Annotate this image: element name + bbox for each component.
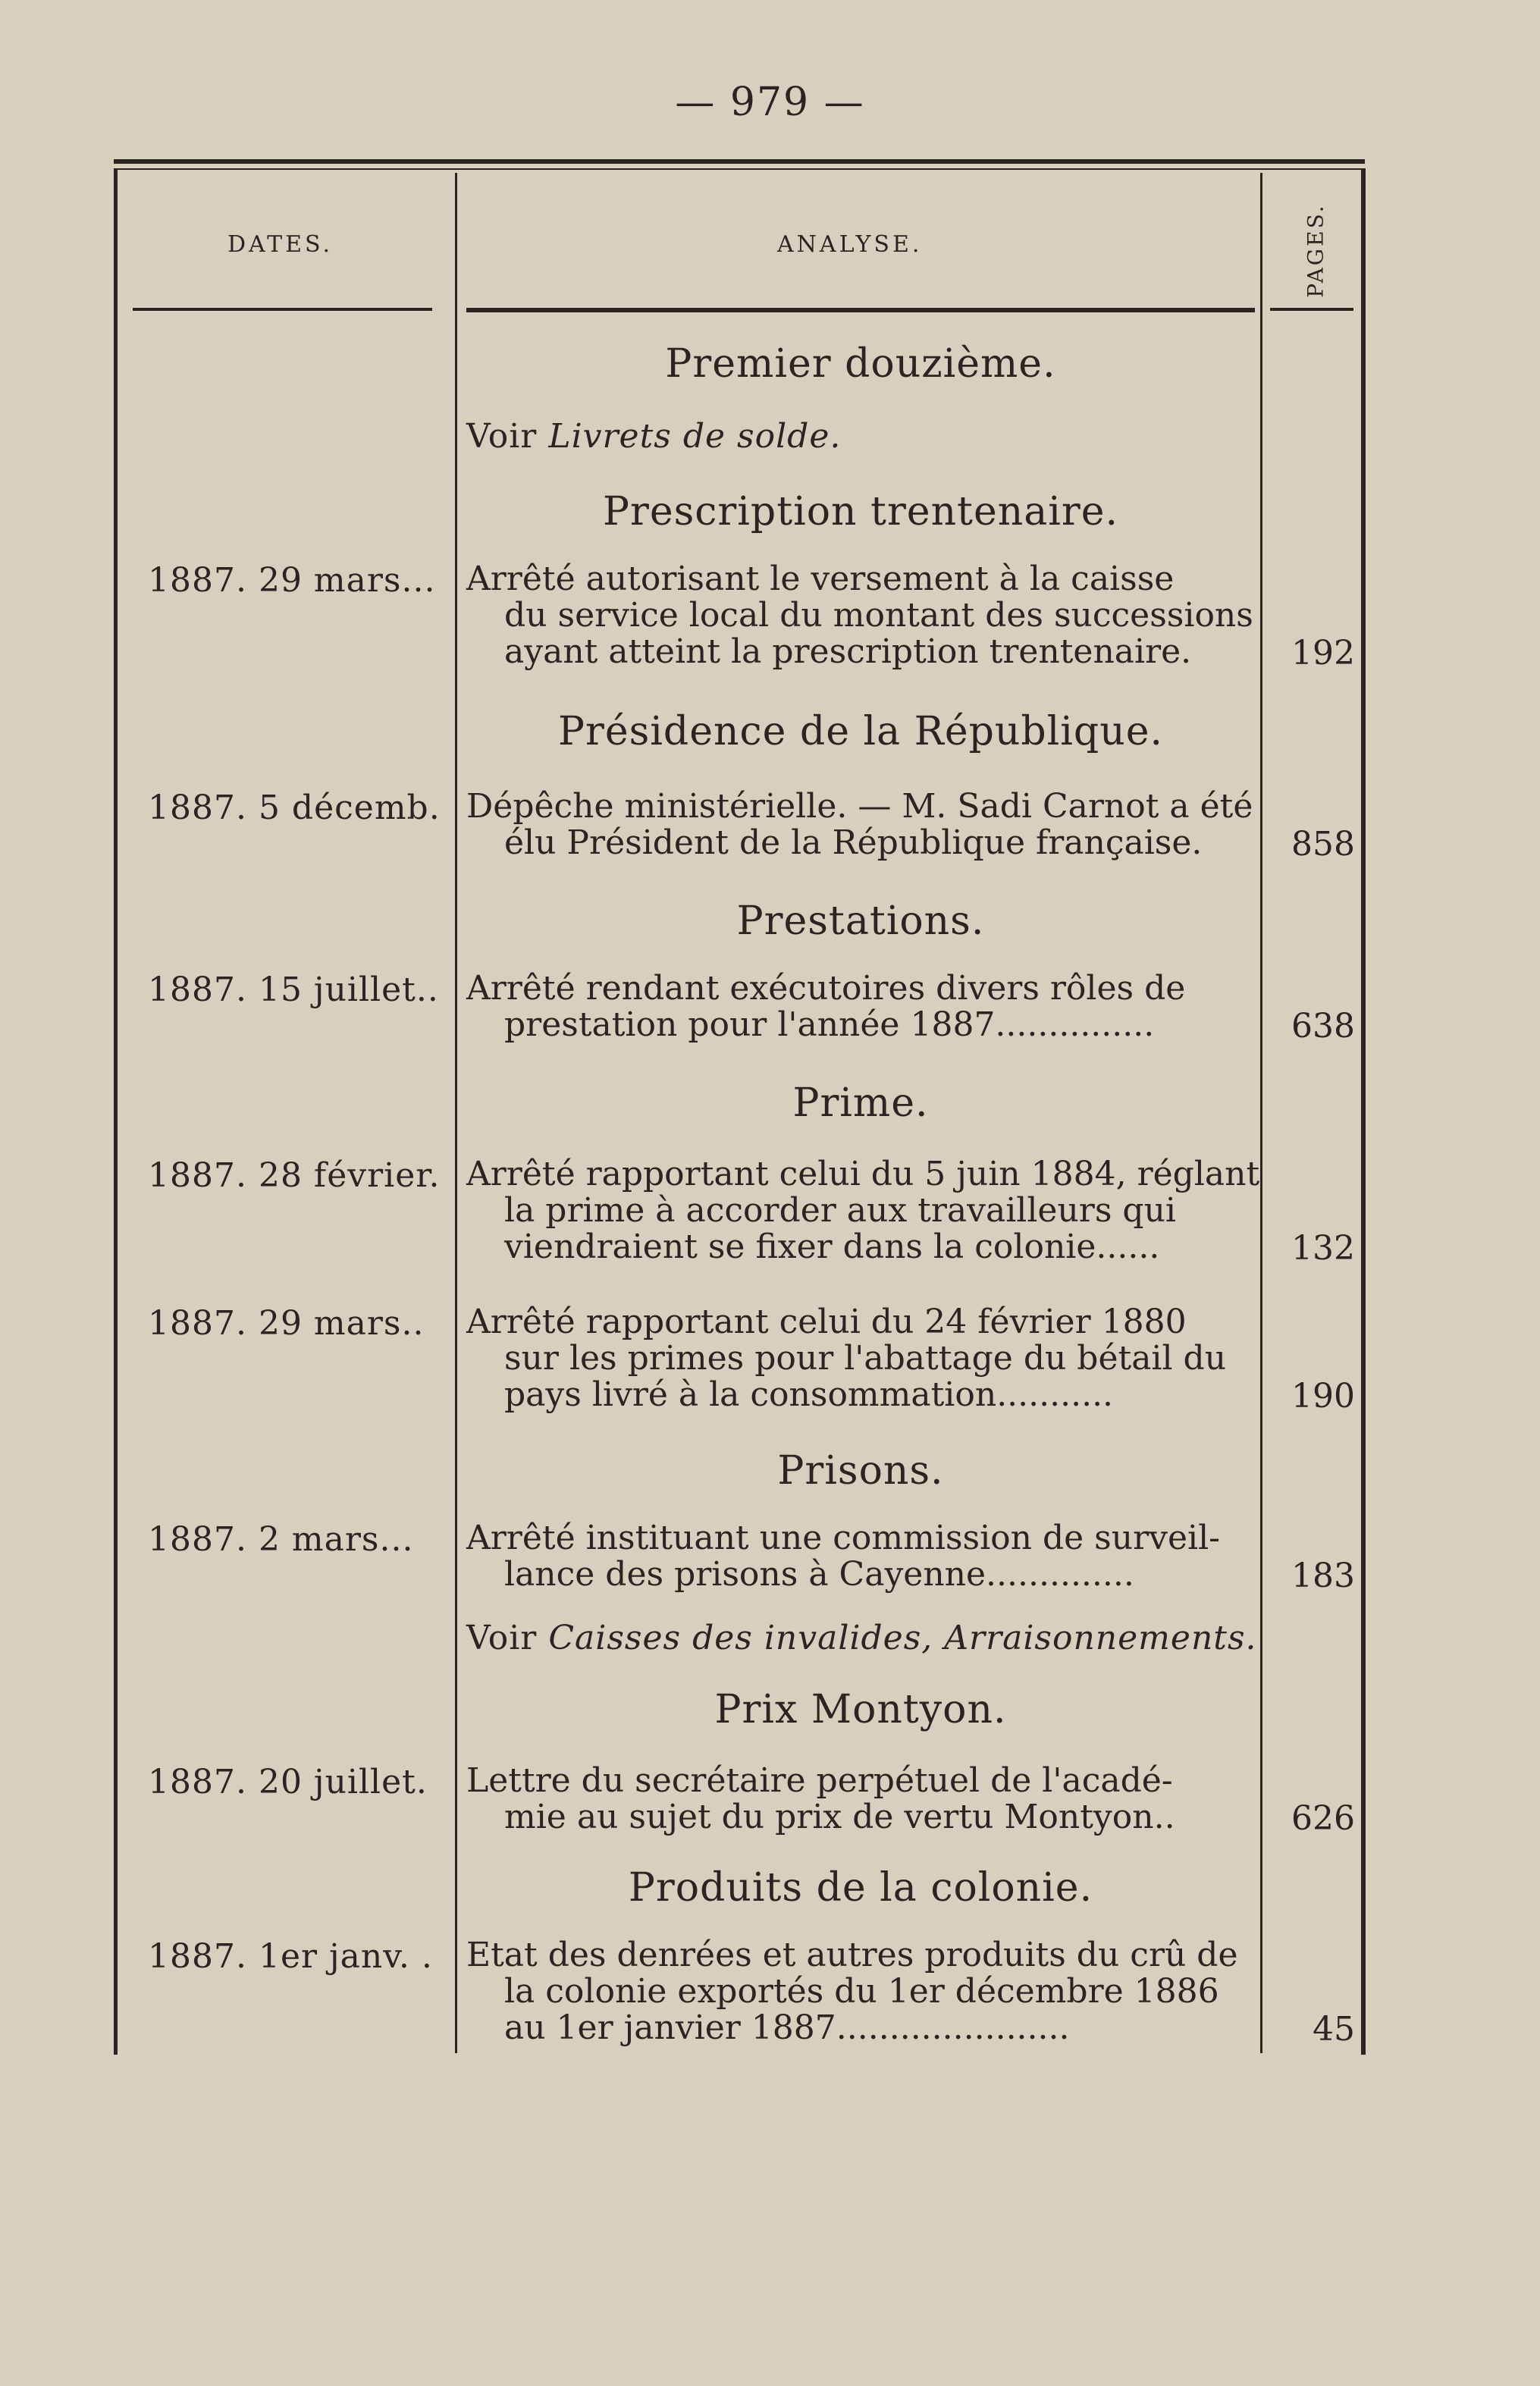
entry-line: du service local du montant des successions bbox=[504, 596, 1253, 635]
entry-line: Lettre du secrétaire perpétuel de l'acadé- bbox=[466, 1761, 1173, 1800]
top-rule-thin bbox=[114, 168, 1365, 170]
header-rule-analyse bbox=[466, 308, 1255, 312]
see-also-target: Livrets de solde. bbox=[548, 417, 842, 456]
see-also-prefix: Voir bbox=[466, 417, 538, 456]
entry-line: sur les primes pour l'abattage du bétail du bbox=[504, 1339, 1227, 1378]
section-title: Prix Montyon. bbox=[714, 1687, 1007, 1732]
entry-date: 1887. 28 février. bbox=[148, 1156, 441, 1195]
column-header-pages-box bbox=[1285, 197, 1346, 303]
section-title: Prisons. bbox=[777, 1448, 944, 1494]
entry-text bbox=[466, 1763, 1255, 1836]
entry-line: élu Président de la République française. bbox=[504, 823, 1203, 862]
entry-line: viendraient se fixer dans la colonie...... bbox=[504, 1227, 1160, 1266]
entry-line: Dépêche ministérielle. — M. Sadi Carnot a été bbox=[466, 787, 1253, 826]
column-header-pages: PAGES. bbox=[1303, 202, 1328, 298]
entry-date: 1887. 29 mars.. bbox=[148, 1304, 425, 1343]
see-also-reference bbox=[466, 417, 841, 456]
entry-page: 132 bbox=[1291, 1229, 1355, 1268]
section-title: Présidence de la République. bbox=[558, 709, 1163, 754]
entry-page: 626 bbox=[1291, 1799, 1355, 1838]
entry-line: la prime à accorder aux travailleurs qui bbox=[504, 1191, 1176, 1230]
entry-line: Arrêté rapportant celui du 5 juin 1884, réglant bbox=[466, 1155, 1260, 1193]
entry-page: 45 bbox=[1313, 2010, 1355, 2049]
entry-page: 638 bbox=[1291, 1007, 1355, 1046]
see-also-target: Caisses des invalides, Arraisonnements. bbox=[548, 1619, 1257, 1657]
entry-date: 1887. 1er janv. . bbox=[148, 1937, 433, 1976]
table-body bbox=[114, 341, 1365, 2055]
section-title: Produits de la colonie. bbox=[628, 1865, 1093, 1911]
entry-page: 192 bbox=[1291, 634, 1355, 673]
entry-line: Arrêté rapportant celui du 24 février 1880 bbox=[466, 1303, 1187, 1341]
entry-page: 183 bbox=[1291, 1557, 1355, 1595]
section-title: Prescription trentenaire. bbox=[602, 489, 1119, 535]
entry-date: 1887. 20 juillet. bbox=[148, 1763, 428, 1801]
entry-line: Arrêté instituant une commission de surveil- bbox=[466, 1519, 1221, 1557]
entry-line: pays livré à la consommation........... bbox=[504, 1375, 1114, 1414]
column-header-dates: DATES. bbox=[227, 231, 334, 258]
entry-text bbox=[466, 561, 1255, 670]
entry-date: 1887. 2 mars... bbox=[148, 1520, 414, 1559]
entry-page: 190 bbox=[1291, 1377, 1355, 1416]
entry-line: Arrêté rendant exécutoires divers rôles de bbox=[466, 969, 1186, 1008]
see-also-reference bbox=[466, 1619, 1257, 1657]
page-number: — 979 — bbox=[675, 80, 865, 125]
see-also-prefix: Voir bbox=[466, 1619, 538, 1657]
entry-text bbox=[466, 1155, 1260, 1266]
entry-date: 1887. 29 mars... bbox=[148, 561, 436, 600]
entry-line: prestation pour l'année 1887............... bbox=[504, 1005, 1155, 1044]
entry-date: 1887. 15 juillet.. bbox=[148, 970, 439, 1009]
entry-text bbox=[466, 1304, 1255, 1413]
entry-line: Arrêté autorisant le versement à la caisse bbox=[466, 560, 1175, 598]
entry-text bbox=[466, 1520, 1255, 1593]
entry-date: 1887. 5 décemb. bbox=[148, 789, 441, 827]
entry-line: mie au sujet du prix de vertu Montyon.. bbox=[504, 1798, 1175, 1836]
entry-text bbox=[466, 970, 1255, 1043]
entry-text bbox=[466, 1937, 1255, 2046]
entry-line: au 1er janvier 1887...................... bbox=[504, 2008, 1070, 2047]
column-header-analyse: ANALYSE. bbox=[777, 231, 923, 258]
top-rule bbox=[114, 159, 1365, 164]
header-rule-pages bbox=[1270, 308, 1353, 311]
entry-line: ayant atteint la prescription trentenaire. bbox=[504, 632, 1192, 671]
entry-page: 858 bbox=[1291, 825, 1355, 864]
entry-line: lance des prisons à Cayenne.............. bbox=[504, 1555, 1134, 1594]
section-title: Prime. bbox=[792, 1080, 929, 1126]
header-rule-dates bbox=[133, 308, 432, 311]
entry-text bbox=[466, 789, 1255, 861]
entry-line: Etat des denrées et autres produits du crû de bbox=[466, 1936, 1238, 1974]
section-title: Premier douzième. bbox=[665, 341, 1056, 387]
section-title: Prestations. bbox=[736, 898, 985, 944]
entry-line: la colonie exportés du 1er décembre 1886 bbox=[504, 1972, 1219, 2011]
